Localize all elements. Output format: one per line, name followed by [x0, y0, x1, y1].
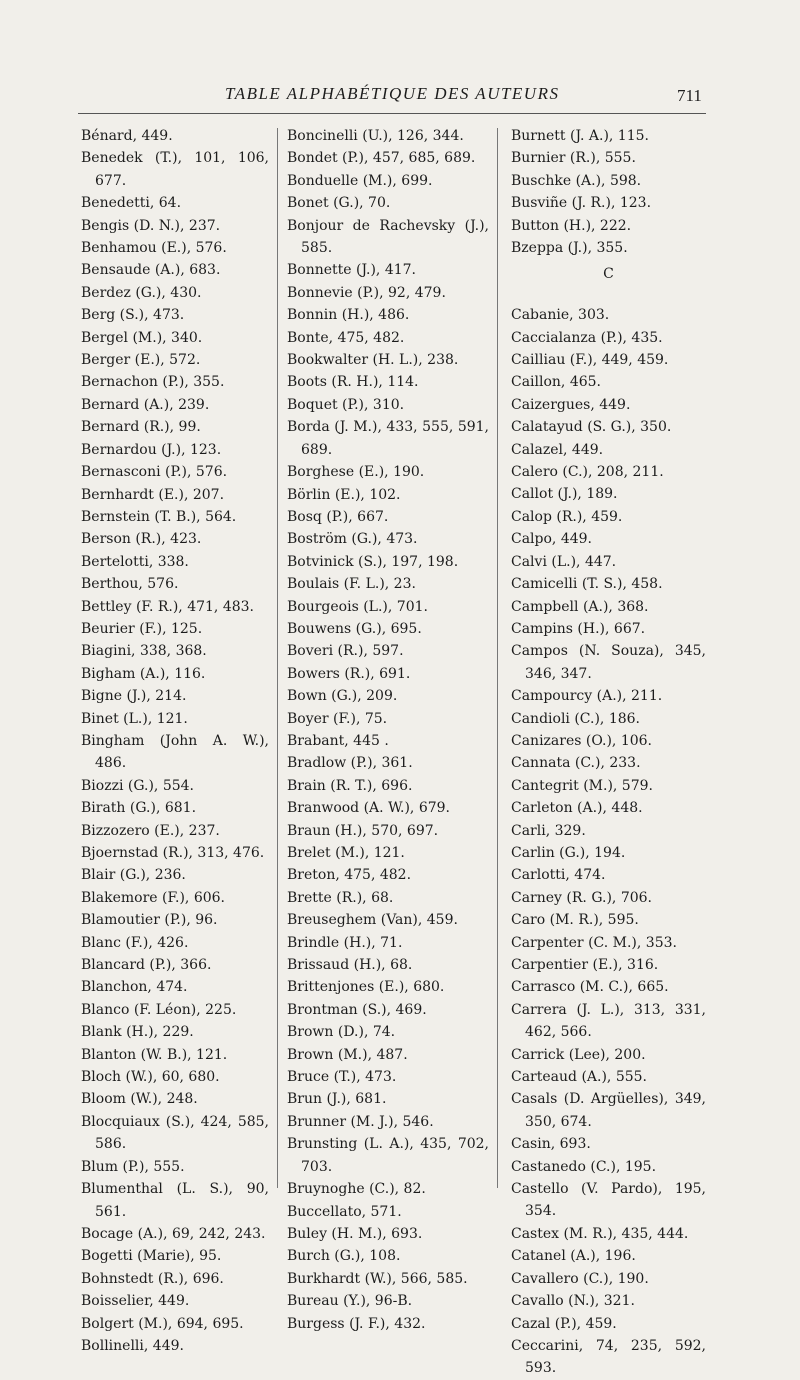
- index-entry: Boström (G.), 473.: [287, 531, 418, 548]
- index-entry: Bollinelli, 449.: [81, 1337, 184, 1354]
- index-entry: Bourgeois (L.), 701.: [287, 598, 428, 615]
- index-entry: Berger (E.), 572.: [81, 352, 201, 369]
- index-entry: Carlotti, 474.: [511, 867, 606, 884]
- index-entry: Calpo, 449.: [511, 531, 592, 548]
- index-entry: Blanton (W. B.), 121.: [81, 1046, 228, 1063]
- index-entry: Bjoernstad (R.), 313, 476.: [81, 845, 265, 861]
- index-entry: Carli, 329.: [511, 822, 586, 839]
- index-entry: Canizares (O.), 106.: [511, 732, 652, 749]
- index-entry: Boisselier, 449.: [81, 1293, 190, 1310]
- index-entry: Brunner (M. J.), 546.: [287, 1113, 434, 1130]
- index-entry: Brown (M.), 487.: [287, 1046, 408, 1063]
- index-entry: Calatayud (S. G.), 350.: [511, 419, 672, 436]
- index-entry: Castanedo (C.), 195.: [511, 1158, 657, 1175]
- index-entry: Bzeppa (J.), 355.: [511, 240, 628, 257]
- index-entry: Bosq (P.), 667.: [287, 508, 389, 525]
- index-entry: Braun (H.), 570, 697.: [287, 822, 439, 839]
- page-title: TABLE ALPHABÉTIQUE DES AUTEURS: [225, 84, 560, 103]
- index-entry: Bureau (Y.), 96-B.: [287, 1293, 413, 1310]
- index-column-2: [287, 125, 489, 1335]
- index-entry: Caillon, 465.: [511, 374, 602, 391]
- index-entry: Busviñe (J. R.), 123.: [511, 195, 652, 212]
- index-entry: Bonnevie (P.), 92, 479.: [287, 284, 446, 301]
- index-entry: Carney (R. G.), 706.: [511, 889, 652, 906]
- index-entry: Buschke (A.), 598.: [511, 172, 642, 189]
- index-entry: Bigne (J.), 214.: [81, 688, 187, 705]
- index-entry: Buccellato, 571.: [287, 1203, 402, 1220]
- index-entry: Branwood (A. W.), 679.: [287, 800, 450, 817]
- column-divider: [277, 128, 278, 1188]
- index-entry: Bogetti (Marie), 95.: [81, 1248, 222, 1265]
- index-entry: Castello (V. Pardo), 195, 354.: [511, 1181, 706, 1220]
- index-entry: Bloom (W.), 248.: [81, 1091, 198, 1108]
- index-entry: Cavallo (N.), 321.: [511, 1293, 635, 1310]
- index-entry: Blair (G.), 236.: [81, 867, 186, 884]
- index-entry: Bigham (A.), 116.: [81, 665, 206, 682]
- index-entry: Bouwens (G.), 695.: [287, 620, 422, 637]
- running-header: [0, 84, 800, 108]
- index-entry: Buley (H. M.), 693.: [287, 1225, 423, 1242]
- index-entry: Cavallero (C.), 190.: [511, 1270, 649, 1287]
- index-entry: Burnett (J. A.), 115.: [511, 128, 649, 144]
- index-entry: Carpenter (C. M.), 353.: [511, 934, 677, 951]
- index-entry: Breuseghem (Van), 459.: [287, 912, 458, 929]
- index-entry: Bowers (R.), 691.: [287, 665, 411, 682]
- index-entry: Bernhardt (E.), 207.: [81, 486, 225, 503]
- index-entry: Burnier (R.), 555.: [511, 150, 636, 167]
- index-entry: Boncinelli (U.), 126, 344.: [287, 128, 464, 144]
- index-entry: Beurier (F.), 125.: [81, 620, 203, 637]
- index-entry: Carrera (J. L.), 313, 331, 462, 566.: [511, 1001, 706, 1041]
- index-entry: Borghese (E.), 190.: [287, 464, 425, 481]
- index-entry: Benedek (T.), 101, 106, 677.: [81, 150, 269, 189]
- index-entry: Bertelotti, 338.: [81, 553, 189, 570]
- index-entry: Boots (R. H.), 114.: [287, 374, 419, 391]
- index-entry: Casin, 693.: [511, 1136, 591, 1153]
- index-entry: Benedetti, 64.: [81, 195, 182, 212]
- index-entry: Bondet (P.), 457, 685, 689.: [287, 150, 476, 167]
- index-entry: Cazal (P.), 459.: [511, 1315, 617, 1332]
- index-entry: Carleton (A.), 448.: [511, 800, 643, 817]
- index-entry: Biozzi (G.), 554.: [81, 777, 195, 794]
- index-entry: Boveri (R.), 597.: [287, 643, 404, 660]
- index-entry: Blakemore (F.), 606.: [81, 889, 225, 906]
- index-entry: Bradlow (P.), 361.: [287, 755, 413, 772]
- index-entry: Biagini, 338, 368.: [81, 643, 207, 660]
- index-entry: Bernardou (J.), 123.: [81, 441, 222, 458]
- index-entry: Brontman (S.), 469.: [287, 1001, 427, 1018]
- index-entry: Carpentier (E.), 316.: [511, 957, 659, 974]
- index-entry: Bruce (T.), 473.: [287, 1069, 397, 1086]
- index-entry: Bohnstedt (R.), 696.: [81, 1270, 224, 1287]
- index-entry: Cailliau (F.), 449, 459.: [511, 352, 669, 369]
- index-entry: Berdez (G.), 430.: [81, 284, 202, 301]
- section-letter: C: [603, 266, 614, 283]
- index-entry: Brown (D.), 74.: [287, 1024, 396, 1041]
- index-entry: Blancard (P.), 366.: [81, 957, 212, 974]
- index-entry: Brain (R. T.), 696.: [287, 777, 413, 794]
- index-entry: Carrasco (M. C.), 665.: [511, 979, 669, 996]
- index-entry: Brelet (M.), 121.: [287, 845, 405, 861]
- index-entry: Boyer (F.), 75.: [287, 710, 388, 727]
- index-entry: Blank (H.), 229.: [81, 1024, 194, 1041]
- index-entry: Bernstein (T. B.), 564.: [81, 508, 237, 525]
- index-entry: Boquet (P.), 310.: [287, 396, 405, 413]
- index-entry: Carrick (Lee), 200.: [511, 1046, 646, 1063]
- index-entry: Berson (R.), 423.: [81, 531, 202, 548]
- index-entry: Carteaud (A.), 555.: [511, 1069, 647, 1086]
- index-entry: Bonet (G.), 70.: [287, 195, 391, 212]
- index-column-1: [81, 125, 269, 1357]
- index-entry: Bonjour de Rachevsky (J.), 585.: [287, 217, 489, 257]
- index-entry: Campins (H.), 667.: [511, 620, 646, 637]
- index-entry: Bernasconi (P.), 576.: [81, 464, 228, 481]
- index-entry: Calero (C.), 208, 211.: [511, 464, 664, 481]
- index-entry: Bonnin (H.), 486.: [287, 307, 410, 324]
- index-entry: Caro (M. R.), 595.: [511, 912, 639, 929]
- index-entry: Brissaud (H.), 68.: [287, 957, 413, 974]
- index-entry: Bonduelle (M.), 699.: [287, 172, 433, 189]
- index-entry: Botvinick (S.), 197, 198.: [287, 553, 459, 570]
- index-entry: Blumenthal (L. S.), 90, 561.: [81, 1181, 269, 1220]
- index-entry: Carlin (G.), 194.: [511, 844, 626, 861]
- index-entry: Börlin (E.), 102.: [287, 486, 401, 503]
- index-entry: Birath (G.), 681.: [81, 800, 197, 817]
- index-entry: Berg (S.), 473.: [81, 307, 185, 324]
- index-entry: Brunsting (L. A.), 435, 702, 703.: [287, 1136, 489, 1175]
- index-entry: Bonnette (J.), 417.: [287, 262, 416, 279]
- index-entry: Blocquiaux (S.), 424, 585, 586.: [81, 1113, 269, 1153]
- index-entry: Blamoutier (P.), 96.: [81, 912, 218, 929]
- index-entry: Bensaude (A.), 683.: [81, 262, 221, 279]
- index-entry: Cabanie, 303.: [511, 307, 610, 324]
- index-entry: Calazel, 449.: [511, 441, 604, 458]
- index-entry: Catanel (A.), 196.: [511, 1248, 636, 1265]
- index-entry: Boulais (F. L.), 23.: [287, 576, 416, 593]
- index-entry: Calop (R.), 459.: [511, 508, 623, 525]
- index-entry: Brittenjones (E.), 680.: [287, 979, 445, 996]
- index-entry: Blanc (F.), 426.: [81, 934, 189, 951]
- index-entry: Brette (R.), 68.: [287, 889, 394, 906]
- index-entry: Caccialanza (P.), 435.: [511, 329, 663, 346]
- index-entry: Bruynoghe (C.), 82.: [287, 1181, 426, 1198]
- index-entry: Cantegrit (M.), 579.: [511, 777, 653, 794]
- index-entry: Blanchon, 474.: [81, 979, 188, 996]
- index-entry: Camicelli (T. S.), 458.: [511, 576, 663, 593]
- index-entry: Bloch (W.), 60, 680.: [81, 1069, 220, 1086]
- index-entry: Callot (J.), 189.: [511, 486, 618, 503]
- index-entry: Breton, 475, 482.: [287, 867, 412, 884]
- index-entry: Bernard (R.), 99.: [81, 419, 201, 436]
- index-entry: Bettley (F. R.), 471, 483.: [81, 598, 254, 615]
- index-entry: Bonte, 475, 482.: [287, 329, 405, 346]
- index-entry: Caizergues, 449.: [511, 396, 631, 413]
- index-entry: Benhamou (E.), 576.: [81, 240, 227, 257]
- index-entry: Bernachon (P.), 355.: [81, 374, 225, 391]
- index-entry: Cannata (C.), 233.: [511, 755, 641, 772]
- column-divider: [497, 128, 498, 1188]
- index-entry: Ceccarini, 74, 235, 592, 593.: [511, 1337, 706, 1377]
- index-entry: Blum (P.), 555.: [81, 1158, 185, 1175]
- index-entry: Burch (G.), 108.: [287, 1248, 401, 1265]
- index-entry: Bergel (M.), 340.: [81, 329, 203, 346]
- index-entry: Brun (J.), 681.: [287, 1091, 387, 1108]
- index-entry: Berthou, 576.: [81, 576, 179, 593]
- index-entry: Brindle (H.), 71.: [287, 934, 403, 951]
- index-entry: Burkhardt (W.), 566, 585.: [287, 1270, 468, 1287]
- index-entry: Button (H.), 222.: [511, 217, 632, 234]
- index-entry: Candioli (C.), 186.: [511, 710, 641, 727]
- index-entry: Campourcy (A.), 211.: [511, 688, 663, 705]
- index-entry: Bocage (A.), 69, 242, 243.: [81, 1225, 266, 1242]
- index-entry: Brabant, 445 .: [287, 732, 389, 749]
- index-entry: Burgess (J. F.), 432.: [287, 1315, 426, 1332]
- index-entry: Bookwalter (H. L.), 238.: [287, 352, 459, 369]
- index-entry: Bénard, 449.: [81, 128, 173, 144]
- index-entry: Campbell (A.), 368.: [511, 598, 649, 615]
- index-entry: Bown (G.), 209.: [287, 688, 398, 705]
- page-number: 711: [677, 86, 702, 105]
- index-entry: Blanco (F. Léon), 225.: [81, 1001, 237, 1018]
- index-entry: Campos (N. Souza), 345, 346, 347.: [511, 643, 706, 682]
- index-entry: Binet (L.), 121.: [81, 710, 188, 727]
- index-entry: Borda (J. M.), 433, 555, 591, 689.: [287, 419, 489, 458]
- index-entry: Casals (D. Argüelles), 349, 350, 674.: [511, 1091, 706, 1130]
- index-entry: Calvi (L.), 447.: [511, 553, 617, 570]
- index-entry: Bizzozero (E.), 237.: [81, 822, 220, 839]
- index-entry: Bernard (A.), 239.: [81, 396, 210, 413]
- index-entry: Bingham (John A. W.), 486.: [81, 732, 269, 772]
- index-column-3: [511, 125, 706, 1380]
- index-entry: Bolgert (M.), 694, 695.: [81, 1315, 244, 1332]
- header-rule: [78, 113, 706, 114]
- index-entry: Bengis (D. N.), 237.: [81, 217, 221, 234]
- index-entry: Castex (M. R.), 435, 444.: [511, 1225, 689, 1242]
